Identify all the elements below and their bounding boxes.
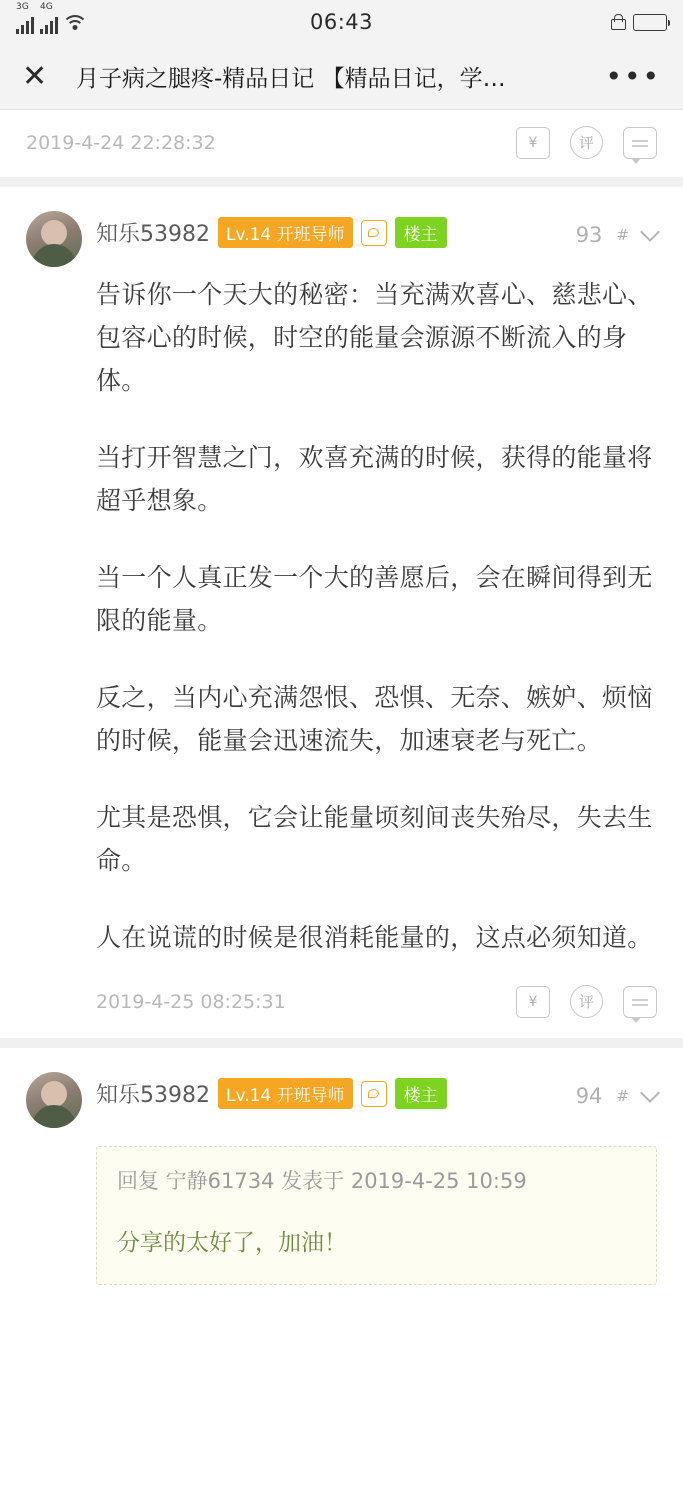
chevron-down-icon[interactable] xyxy=(640,222,660,242)
chat-icon[interactable] xyxy=(623,127,657,159)
nav-bar xyxy=(0,44,683,110)
post-paragraph: 告诉你一个天大的秘密：当充满欢喜心、慈悲心、包容心的时候，时空的能量会源源不断流入的身体。 xyxy=(96,280,653,395)
message-icon[interactable] xyxy=(361,1081,387,1107)
post-header xyxy=(26,1048,657,1128)
post-timestamp: 2019-4-24 22:28:32 xyxy=(26,131,216,154)
quote-text: 分享的太好了，加油！ xyxy=(117,1230,347,1256)
status-bar-right xyxy=(611,0,667,44)
battery-icon xyxy=(633,14,667,31)
section-divider xyxy=(0,1038,683,1048)
avatar[interactable] xyxy=(26,211,82,267)
post-author-row xyxy=(96,211,657,248)
post-paragraph: 当打开智慧之门，欢喜充满的时候，获得的能量将超乎想象。 xyxy=(96,443,653,515)
coupon-icon[interactable]: ¥ xyxy=(516,127,550,159)
username[interactable]: 知乐53982 xyxy=(96,222,210,247)
lock-icon xyxy=(611,14,624,30)
owner-badge: 楼主 xyxy=(395,1078,447,1109)
username[interactable]: 知乐53982 xyxy=(96,1083,210,1108)
status-bar-clock: 06:43 xyxy=(309,10,374,34)
status-bar xyxy=(0,0,683,44)
avatar[interactable] xyxy=(26,1072,82,1128)
post-94 xyxy=(0,1048,683,1285)
post-paragraph: 当一个人真正发一个大的善愿后，会在瞬间得到无限的能量。 xyxy=(96,563,653,635)
post-timestamp: 2019-4-25 08:25:31 xyxy=(96,990,286,1013)
floor-value: 94 xyxy=(575,1083,603,1108)
message-icon[interactable] xyxy=(361,220,387,246)
section-divider xyxy=(0,177,683,187)
post-paragraph: 反之，当内心充满怨恨、恐惧、无奈、嫉妒、烦恼的时候，能量会迅速流失，加速衰老与死亡。 xyxy=(96,683,653,755)
quote-meta: 回复 宁静61734 发表于 2019-4-25 10:59 xyxy=(117,1169,527,1193)
post-body xyxy=(26,267,657,959)
thread-content xyxy=(0,110,683,1285)
coupon-icon[interactable]: ¥ xyxy=(516,986,550,1018)
level-badge: Lv.14 开班导师 xyxy=(218,1078,353,1109)
floor-number xyxy=(576,219,657,247)
post-header xyxy=(26,187,657,267)
post-action-icons xyxy=(516,985,657,1018)
chat-icon[interactable] xyxy=(623,986,657,1018)
network-type-right: 4G xyxy=(40,2,53,12)
quoted-reply xyxy=(96,1146,657,1285)
post-author-row xyxy=(96,1072,657,1109)
previous-post-footer xyxy=(0,110,683,177)
chevron-down-icon[interactable] xyxy=(640,1083,660,1103)
floor-value: 93 xyxy=(575,222,603,247)
comment-icon[interactable]: 评 xyxy=(570,985,603,1018)
close-icon[interactable]: ✕ xyxy=(22,58,48,94)
more-options-icon[interactable]: ••• xyxy=(605,59,661,93)
owner-badge: 楼主 xyxy=(395,217,447,248)
post-paragraph: 尤其是恐惧，它会让能量顷刻间丧失殆尽，失去生命。 xyxy=(96,803,653,875)
page-title: 月子病之腿疼-精品日记 【精品日记，学… xyxy=(76,66,506,92)
post-93 xyxy=(0,187,683,1038)
level-badge: Lv.14 开班导师 xyxy=(218,217,353,248)
floor-number xyxy=(576,1080,657,1108)
post-paragraph: 人在说谎的时候是很消耗能量的，这点必须知道。 xyxy=(96,923,653,952)
floor-suffix: # xyxy=(616,225,629,244)
post-action-icons xyxy=(516,126,657,159)
network-type-left: 3G xyxy=(16,2,29,12)
post-footer xyxy=(26,959,657,1038)
comment-icon[interactable]: 评 xyxy=(570,126,603,159)
floor-suffix: # xyxy=(616,1086,629,1105)
